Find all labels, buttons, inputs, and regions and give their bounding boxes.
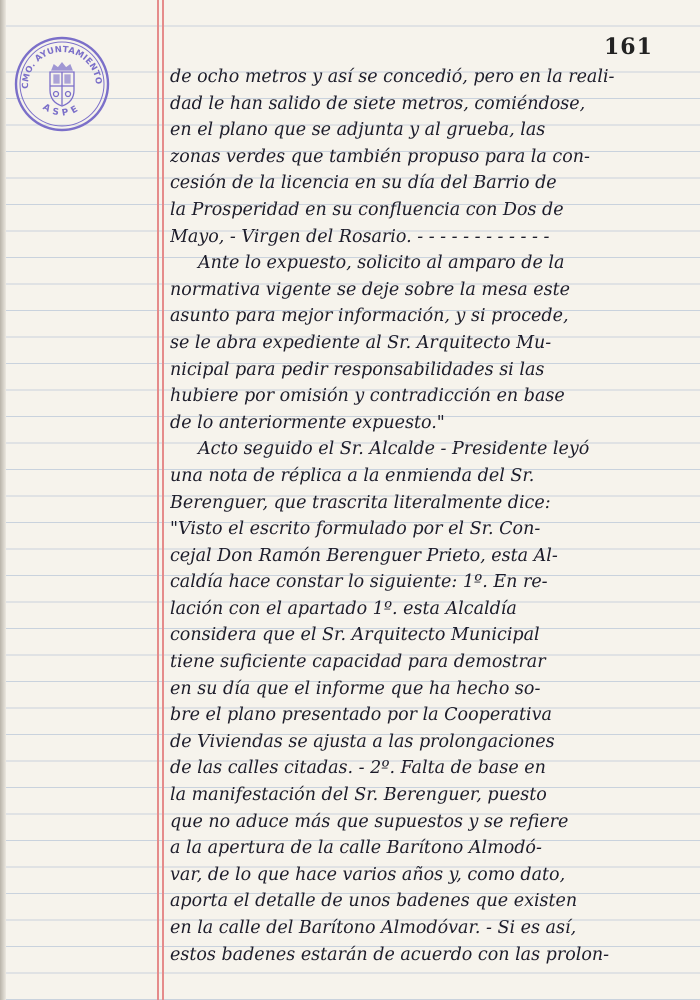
margin-rule-right <box>162 0 164 1000</box>
page-binding-edge <box>0 0 6 1000</box>
handwritten-line: en su día que el informe que ha hecho so- <box>170 678 541 699</box>
handwritten-line: en la calle del Barítono Almodóvar. - Si es así, <box>170 918 577 938</box>
handwritten-line: caldía hace constar lo siguiente: 1º. En re- <box>170 572 548 593</box>
handwritten-line: estos badenes estarán de acuerdo con las prolon- <box>170 944 610 965</box>
stamp-text-top: CMO. AYUNTAMIENTO <box>20 44 104 89</box>
handwritten-line: var, de lo que hace varios años y, como dato, <box>170 864 566 885</box>
handwritten-line: normativa vigente se deje sobre la mesa este <box>170 279 571 300</box>
handwritten-line: a la apertura de la calle Barítono Almodó- <box>170 838 542 859</box>
handwritten-text-block <box>170 64 674 968</box>
handwritten-line: de ocho metros y así se concedió, pero en la reali- <box>170 67 615 87</box>
handwritten-line: Berenguer, que trascrita literalmente dice: <box>170 492 551 513</box>
handwritten-line: una nota de réplica a la enmienda del Sr. <box>170 465 535 486</box>
handwritten-line: la Prosperidad en su confluencia con Dos de <box>170 199 564 220</box>
handwritten-line: lación con el apartado 1º. esta Alcaldía <box>170 598 517 619</box>
handwritten-line: considera que el Sr. Arquitecto Municipal <box>170 625 540 646</box>
page-number: 161 <box>604 34 653 60</box>
handwritten-line: de las calles citadas. - 2º. Falta de base en <box>170 758 546 779</box>
handwritten-line: aporta el detalle de unos badenes que existen <box>170 891 578 912</box>
handwritten-line: la manifestación del Sr. Berenguer, puesto <box>170 785 547 806</box>
handwritten-line: tiene suficiente capacidad para demostrar <box>170 652 546 673</box>
handwritten-line: de Viviendas se ajusta a las prolongaciones <box>170 731 555 752</box>
handwritten-line: de lo anteriormente expuesto." <box>170 412 445 433</box>
handwritten-line: Mayo, - Virgen del Rosario. - - - - - - - - - - - - <box>170 226 550 247</box>
handwritten-line: se le abra expediente al Sr. Arquitecto Mu- <box>170 332 552 353</box>
handwritten-line: cesión de la licencia en su día del Barrio de <box>170 173 557 194</box>
handwritten-line: dad le han salido de siete metros, comiéndose, <box>170 93 586 114</box>
handwritten-line: que no aduce más que supuestos y se refiere <box>170 811 569 832</box>
handwritten-line: nicipal para pedir responsabilidades si las <box>170 359 545 380</box>
handwritten-line: asunto para mejor información, y si procede, <box>170 306 569 327</box>
handwritten-line: bre el plano presentado por la Cooperativa <box>170 705 552 726</box>
stamp-seal-icon <box>12 34 112 134</box>
handwritten-line: Acto seguido el Sr. Alcalde - Presidente leyó <box>198 439 590 460</box>
handwritten-line: hubiere por omisión y contradicción en base <box>170 386 565 407</box>
handwritten-line: "Visto el escrito formulado por el Sr. Con- <box>170 519 541 540</box>
handwritten-line: zonas verdes que también propuso para la con- <box>170 146 590 167</box>
town-hall-stamp <box>12 34 112 134</box>
margin-rule-left <box>157 0 159 1000</box>
handwritten-line: Ante lo expuesto, solicito al amparo de la <box>198 253 565 274</box>
handwritten-line: en el plano que se adjunta y al grueba, las <box>170 120 546 141</box>
coat-of-arms-icon <box>50 63 74 106</box>
handwritten-line: cejal Don Ramón Berenguer Prieto, esta Al- <box>170 545 558 566</box>
stamp-text-bottom: ASPE <box>40 102 84 119</box>
